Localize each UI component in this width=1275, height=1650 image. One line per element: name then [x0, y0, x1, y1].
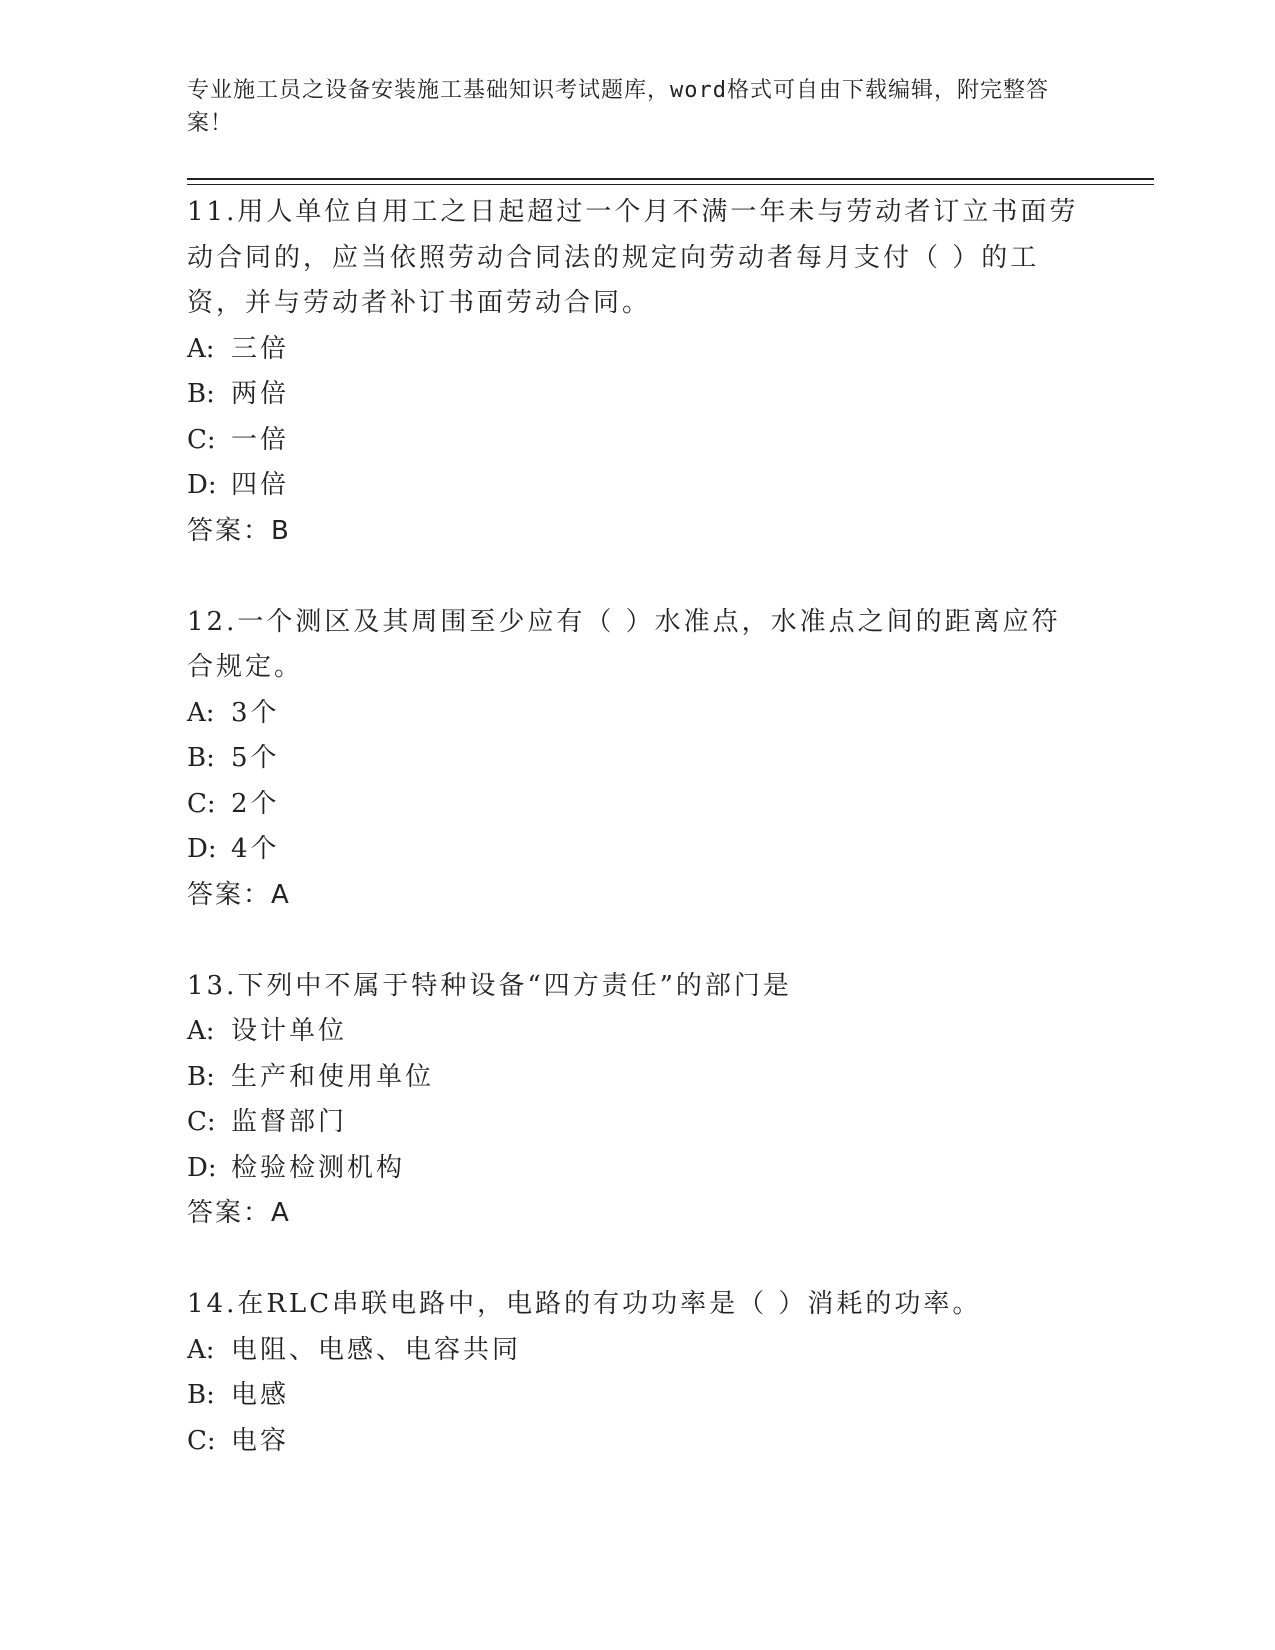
option-c	[187, 418, 1087, 464]
option-letter: B:	[187, 379, 215, 409]
option-b	[187, 1055, 1087, 1101]
option-b	[187, 1373, 1087, 1419]
option-text: 监督部门	[231, 1107, 348, 1137]
option-letter: A:	[187, 697, 215, 728]
question-spacer	[187, 918, 1087, 964]
question-14	[187, 1282, 1087, 1464]
question-stem: 12.一个测区及其周围至少应有（ ）水准点，水准点之间的距离应符合规定。	[187, 606, 1061, 682]
option-letter: D:	[187, 834, 217, 864]
question-11	[187, 190, 1087, 554]
option-a	[187, 1328, 1087, 1374]
option-letter: C:	[187, 424, 216, 455]
option-b	[187, 736, 1087, 782]
option-text: 两倍	[231, 379, 290, 409]
option-letter: D:	[187, 1152, 217, 1183]
option-letter: C:	[187, 788, 216, 819]
question-spacer	[187, 1237, 1087, 1283]
option-d	[187, 463, 1087, 509]
option-letter: A:	[187, 1334, 215, 1365]
question-spacer	[187, 554, 1087, 600]
option-text: 生产和使用单位	[231, 1061, 435, 1092]
option-d	[187, 827, 1087, 873]
option-letter: A:	[187, 1016, 215, 1046]
option-letter: B:	[187, 1380, 215, 1410]
option-text: 电阻、电感、电容共同	[231, 1334, 522, 1365]
header-divider-thin	[187, 184, 1154, 185]
option-c	[187, 782, 1087, 828]
option-text: 电感	[231, 1380, 290, 1410]
answer-line: 答案：A	[187, 1198, 291, 1228]
option-d	[187, 1146, 1087, 1192]
option-a	[187, 327, 1087, 373]
question-list	[187, 190, 1087, 1464]
header-divider-thick	[187, 178, 1154, 180]
document-header: 专业施工员之设备安装施工基础知识考试题库，word格式可自由下载编辑，附完整答案！	[187, 78, 1049, 136]
option-text: 4个	[231, 834, 280, 864]
option-letter: B:	[187, 1061, 215, 1092]
option-c	[187, 1100, 1087, 1146]
question-stem: 13.下列中不属于特种设备“四方责任”的部门是	[187, 970, 792, 1001]
question-12	[187, 600, 1087, 919]
option-text: 三倍	[231, 333, 290, 364]
question-stem: 11.用人单位自用工之日起超过一个月不满一年未与劳动者订立书面劳动合同的，应当依照劳动合同法的规定向劳动者每月支付（ ）的工资，并与劳动者补订书面劳动合同。	[187, 197, 1079, 318]
answer-line: 答案：A	[187, 879, 291, 910]
option-letter: A:	[187, 333, 215, 364]
question-13	[187, 964, 1087, 1237]
option-text: 四倍	[231, 470, 290, 500]
option-text: 3个	[231, 697, 280, 728]
answer-line: 答案：B	[187, 515, 291, 546]
option-a	[187, 1009, 1087, 1055]
option-a	[187, 691, 1087, 737]
option-text: 一倍	[231, 424, 290, 455]
option-text: 电容	[231, 1425, 290, 1456]
option-letter: D:	[187, 470, 217, 500]
option-b	[187, 372, 1087, 418]
option-text: 设计单位	[231, 1016, 348, 1046]
option-letter: C:	[187, 1425, 216, 1456]
option-c	[187, 1419, 1087, 1465]
option-text: 5个	[231, 743, 280, 773]
question-stem: 14.在RLC串联电路中，电路的有功功率是（ ）消耗的功率。	[187, 1289, 982, 1319]
option-text: 检验检测机构	[231, 1152, 406, 1183]
option-text: 2个	[231, 788, 280, 819]
option-letter: C:	[187, 1107, 216, 1137]
option-letter: B:	[187, 743, 215, 773]
